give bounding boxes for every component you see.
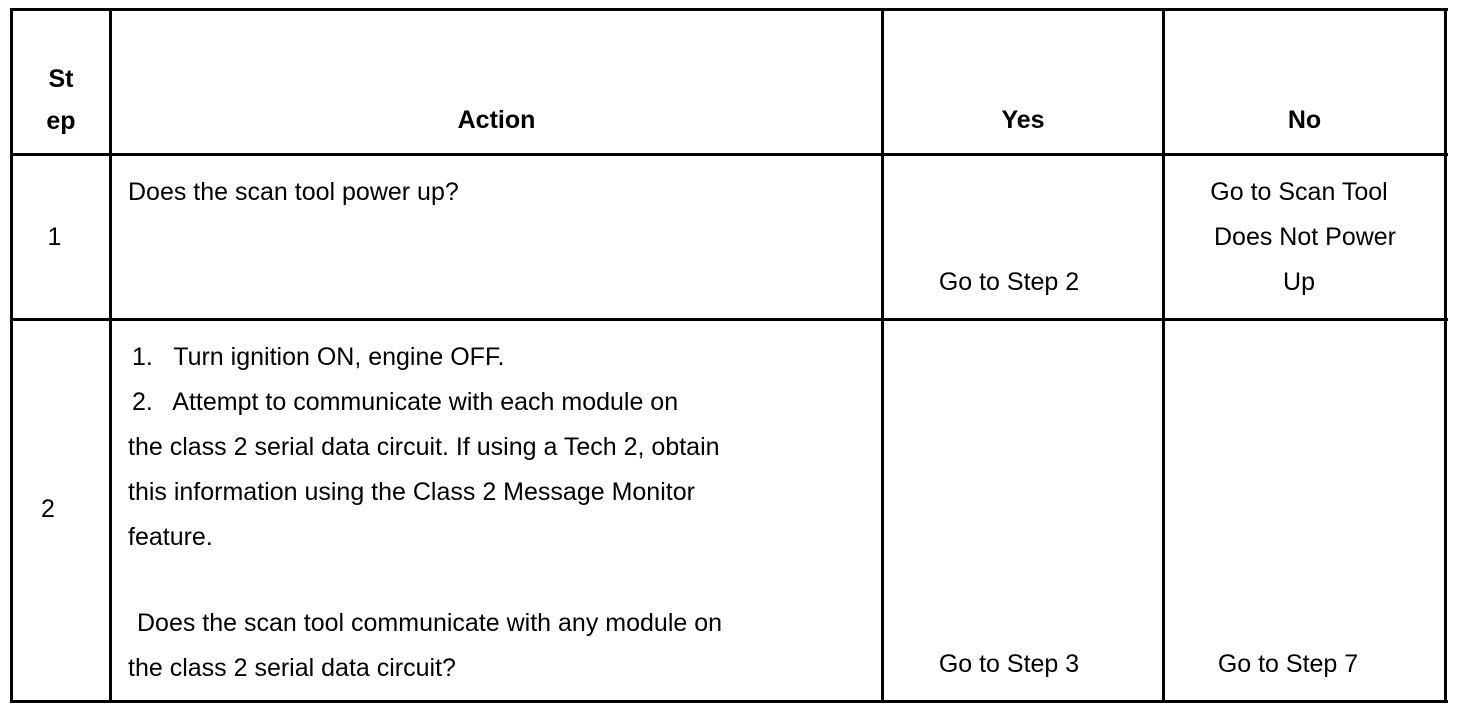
header-no: No bbox=[1287, 106, 1322, 134]
row2-action-line5: feature. bbox=[128, 523, 213, 551]
table-border-top bbox=[10, 8, 1448, 11]
row1-action-question: Does the scan tool power up? bbox=[128, 178, 459, 206]
table-border-right bbox=[1444, 8, 1447, 703]
row2-action bbox=[128, 335, 722, 691]
row1-no-line3: Up bbox=[1283, 268, 1315, 296]
row2-action-item1: 1. Turn ignition ON, engine OFF. bbox=[132, 343, 505, 371]
row2-step: 2 bbox=[41, 495, 55, 523]
row1-no bbox=[1165, 170, 1433, 305]
row2-spacer bbox=[128, 560, 722, 601]
row2-action-item2: 2. Attempt to communicate with each module on bbox=[132, 388, 679, 416]
row2-yes: Go to Step 3 bbox=[938, 650, 1080, 678]
row2-action-line4: this information using the Class 2 Message Monitor bbox=[128, 478, 695, 506]
row1-step: 1 bbox=[47, 223, 62, 251]
header-yes: Yes bbox=[1001, 106, 1045, 134]
row2-action-question-line1: Does the scan tool communicate with any module on bbox=[137, 609, 723, 637]
header-divider bbox=[10, 153, 1448, 156]
header-action: Action bbox=[457, 106, 536, 134]
row2-action-question-line2: the class 2 serial data circuit? bbox=[128, 654, 456, 682]
row2-action-line3: the class 2 serial data circuit. If using a Tech 2, obtain bbox=[128, 433, 720, 461]
row1-no-line1: Go to Scan Tool bbox=[1210, 178, 1388, 206]
header-step bbox=[13, 58, 109, 142]
table-border-bottom bbox=[10, 700, 1448, 703]
header-step-line2: ep bbox=[46, 107, 76, 135]
row1-no-line2: Does Not Power bbox=[1213, 223, 1397, 251]
header-step-line1: St bbox=[48, 65, 74, 93]
row1-yes: Go to Step 2 bbox=[938, 268, 1080, 296]
row2-no: Go to Step 7 bbox=[1217, 650, 1359, 678]
row-divider bbox=[10, 318, 1448, 321]
